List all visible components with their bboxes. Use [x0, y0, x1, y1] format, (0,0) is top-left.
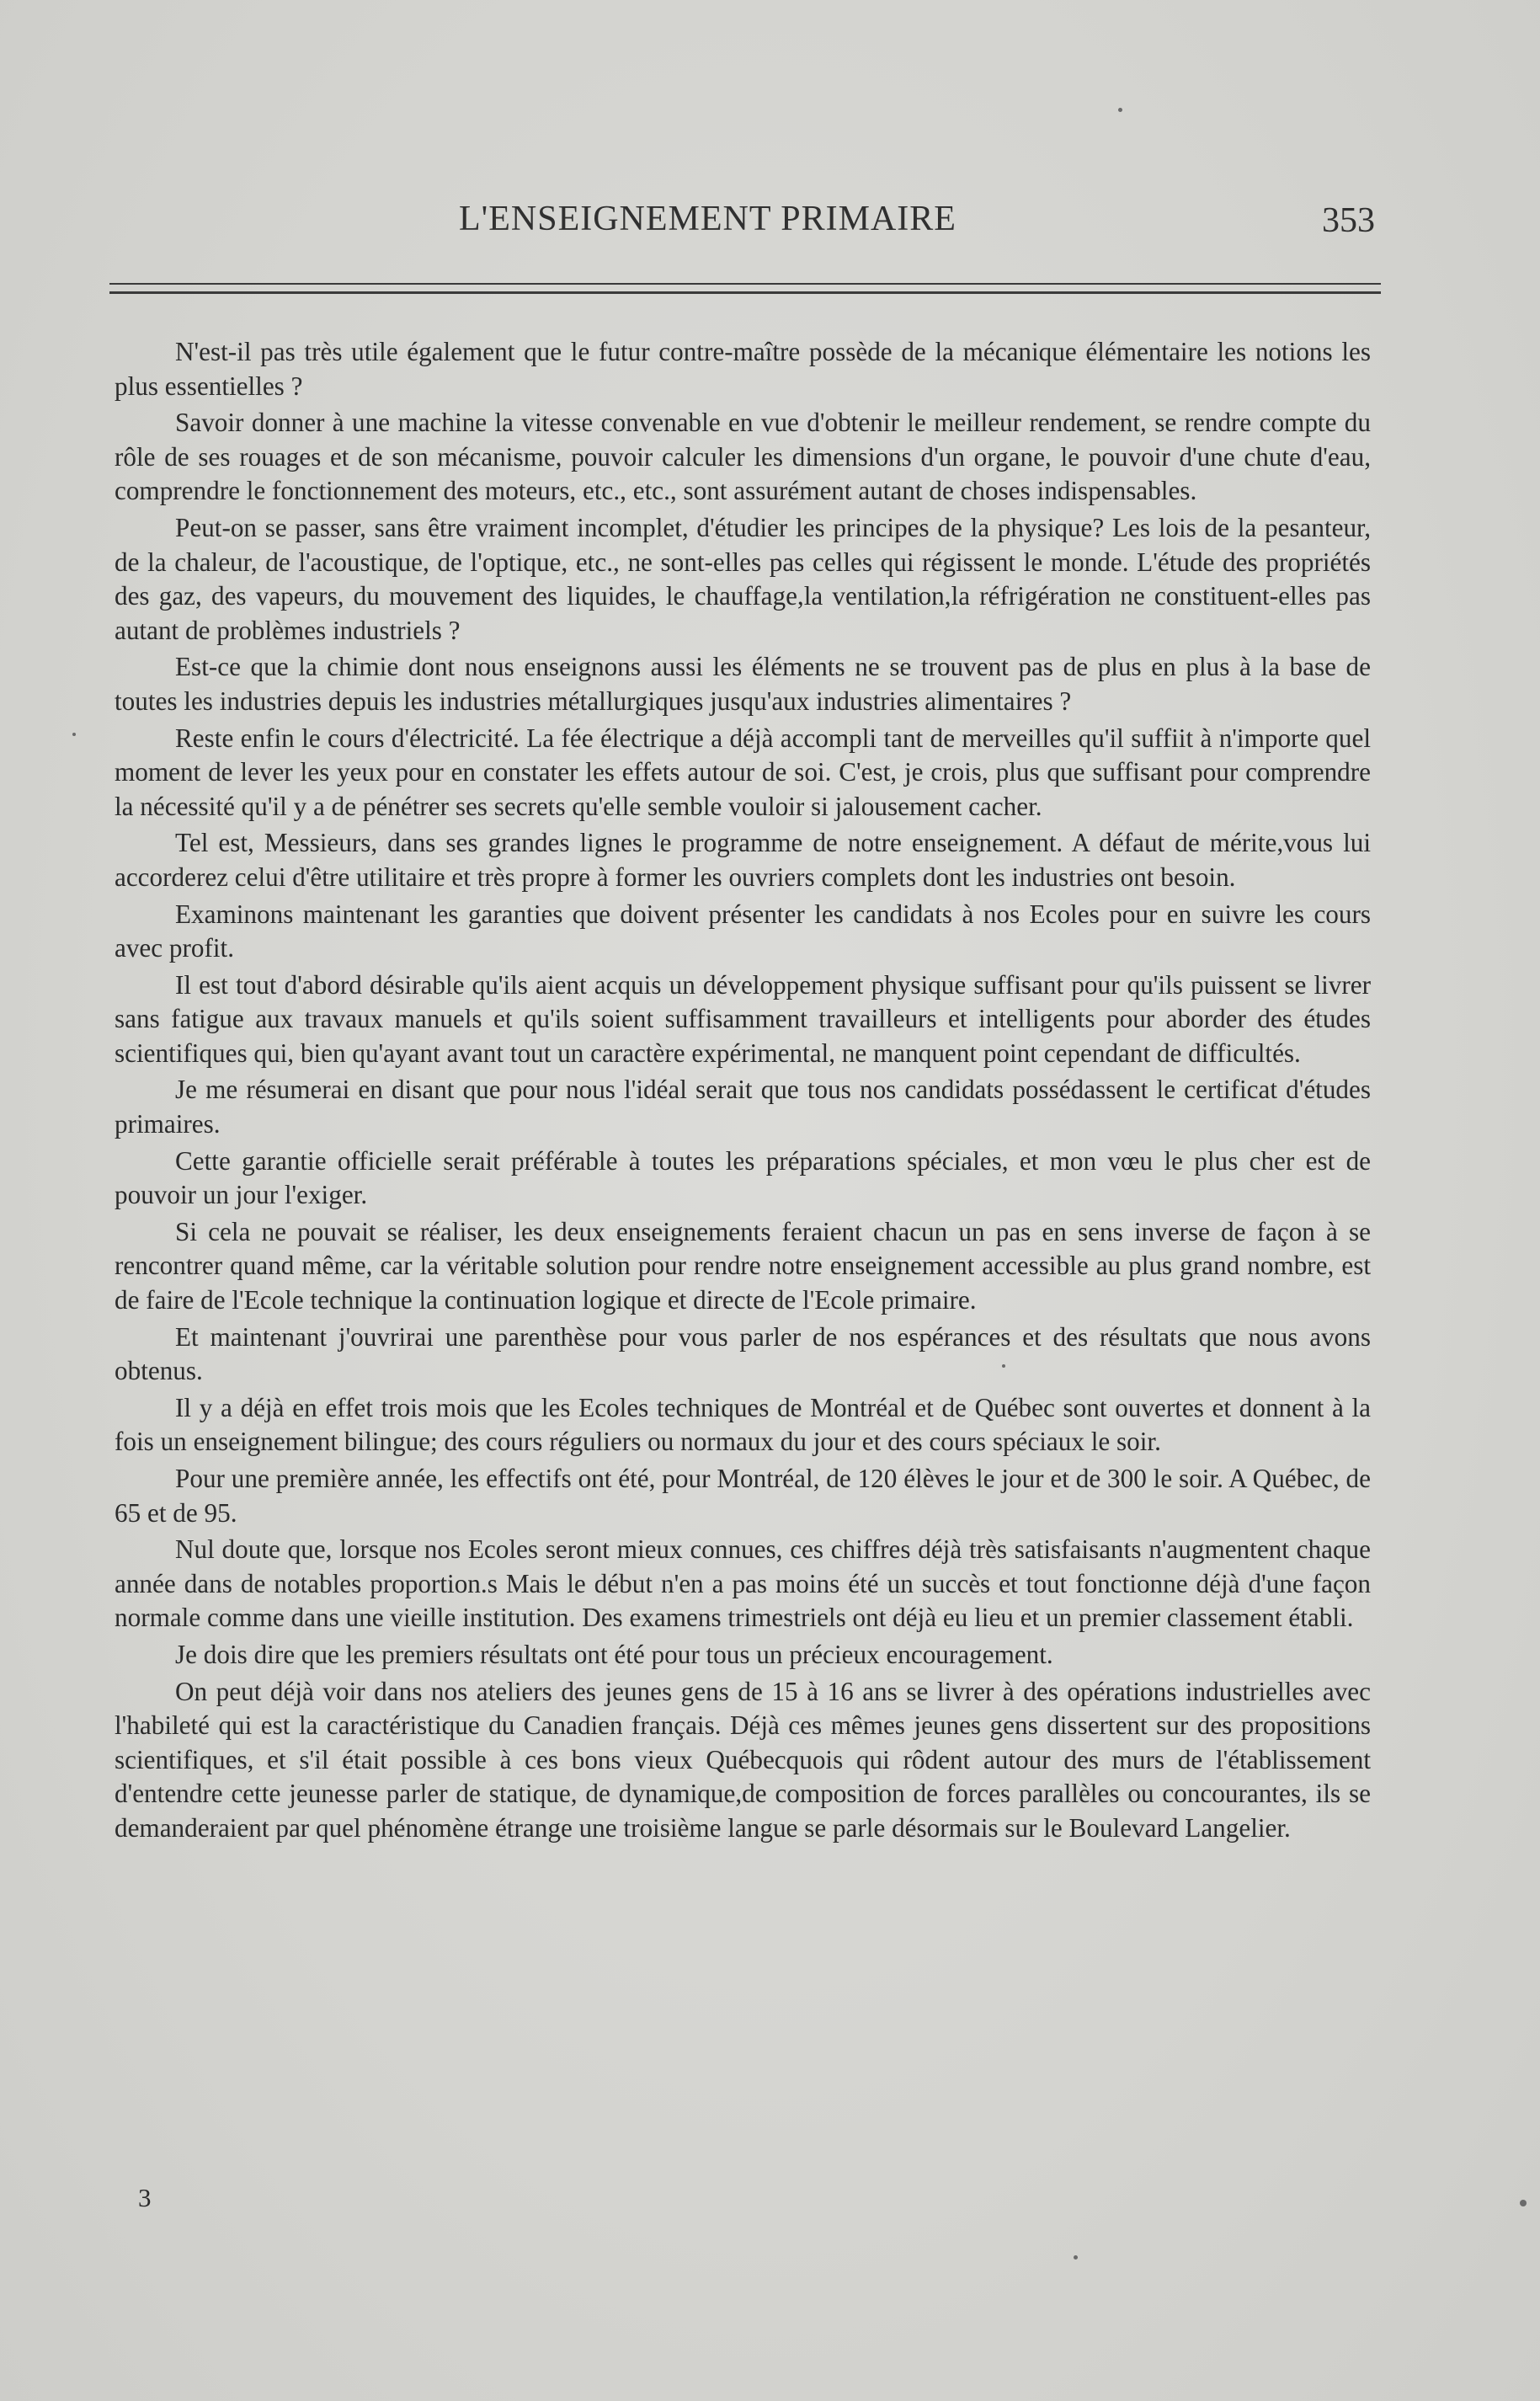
page-number: 353 — [1322, 201, 1375, 240]
paper-speck — [1074, 2255, 1078, 2260]
paragraph: Savoir donner à une machine la vitesse convenable en vue d'obtenir le meilleur rendement, se rendre compte du rôle de ses rouages et de son mécanisme, pouvoir calculer les dimensions d'un organe, le pouvoir d'une chute d'eau, comprendre le fonctionnement des moteurs, etc., etc., sont assurément autant de choses indispensables. — [115, 408, 1371, 506]
paragraph: Il y a déjà en effet trois mois que les Ecoles techniques de Montréal et de Québec sont ouvertes et donnent à la fois un enseignement bilingue; des cours réguliers ou normaux du jour et des cours spéciaux le soir. — [115, 1392, 1371, 1457]
paper-speck — [1002, 1364, 1005, 1368]
paper-speck — [1118, 108, 1122, 112]
running-title: L'ENSEIGNEMENT PRIMAIRE — [459, 200, 957, 238]
paragraph: Je me résumerai en disant que pour nous l'idéal serait que tous nos candidats possédassent le certificat d'études primaires. — [115, 1075, 1371, 1139]
paragraph: N'est-il pas très utile également que le futur contre-maître possède de la mécanique élémentaire les notions les plus essentielles ? — [115, 337, 1371, 401]
signature-mark: 3 — [138, 2183, 152, 2212]
paragraph: On peut déjà voir dans nos ateliers des jeunes gens de 15 à 16 ans se livrer à des opérations industrielles avec l'habileté qui est la caractéristique du Canadien français. Déjà ces mêmes jeunes gens dissertent sur des propositions scientifiques, et s'il était possible à ces bons vieux Québecquois qui rôdent autour des murs de l'établissement d'entendre cette jeunesse parler de statique, de dynamique,de composition de forces parallèles ou concourantes, ils se demanderaient par quel phénomène étrange une troisième langue se parle désormais sur le Boulevard Langelier. — [115, 1676, 1371, 1843]
paragraph: Nul doute que, lorsque nos Ecoles seront mieux connues, ces chiffres déjà très satisfaisants n'augmentent chaque année dans de notables proportion.s Mais le début n'en a pas moins été un succès et tout fonctionne déjà d'une façon normale comme dans une vieille institution. Des examens trimestriels ont déjà eu lieu et un premier classement établi. — [115, 1534, 1371, 1633]
paragraph: Peut-on se passer, sans être vraiment incomplet, d'étudier les principes de la physique? Les lois de la pesanteur, de la chaleur, de l'acoustique, de l'optique, etc., ne sont-elles pas celles qui régissent le monde. L'étude des propriétés des gaz, des vapeurs, du mouvement des liquides, le chauffage,la ventilation,la réfrigération ne constituent-elles pas autant de problèmes industriels ? — [115, 512, 1371, 645]
paragraph: Cette garantie officielle serait préférable à toutes les préparations spéciales, et mon vœu le plus cher est de pouvoir un jour l'exiger. — [115, 1145, 1371, 1210]
paragraph: Tel est, Messieurs, dans ses grandes lignes le programme de notre enseignement. A défaut de mérite,vous lui accorderez celui d'être utilitaire et très propre à former les ouvriers complets dont les industries ont besoin. — [115, 828, 1371, 892]
header-rule-thin — [109, 283, 1381, 285]
paper-speck — [1520, 2200, 1527, 2206]
paragraph: Et maintenant j'ouvrirai une parenthèse pour vous parler de nos espérances et des résultats que nous avons obtenus. — [115, 1321, 1371, 1386]
paragraph: Si cela ne pouvait se réaliser, les deux enseignements feraient chacun un pas en sens inverse de façon à se rencontrer quand même, car la véritable solution pour rendre notre enseignement accessible au plus grand nombre, est de faire de l'Ecole technique la continuation logique et directe de l'Ecole primaire. — [115, 1216, 1371, 1315]
paragraph: Reste enfin le cours d'électricité. La fée électrique a déjà accompli tant de merveilles qu'il suffiit à n'importe quel moment de lever les yeux pour en constater les effets autour de soi. C'est, je crois, plus que suffisant pour comprendre la nécessité qu'il y a de pénétrer ses secrets qu'elle semble vouloir si jalousement cacher. — [115, 723, 1371, 821]
paragraph: Examinons maintenant les garanties que doivent présenter les candidats à nos Ecoles pour en suivre les cours avec profit. — [115, 899, 1371, 963]
paragraph: Est-ce que la chimie dont nous enseignons aussi les éléments ne se trouvent pas de plus en plus à la base de toutes les industries depuis les industries métallurgiques jusqu'aux industries alimentaires ? — [115, 652, 1371, 716]
header-rule-thick — [109, 291, 1381, 294]
paper-speck — [72, 733, 76, 736]
body-text — [115, 335, 1371, 1849]
paragraph: Je dois dire que les premiers résultats ont été pour tous un précieux encouragement. — [175, 1639, 1053, 1669]
paragraph: Il est tout d'abord désirable qu'ils aient acquis un développement physique suffisant pour qu'ils puissent se livrer sans fatigue aux travaux manuels et qu'ils soient suffisamment travailleurs et intelligents pour aborder des études scientifiques qui, bien qu'ayant avant tout un caractère expérimental, ne manquent point cependant de difficultés. — [115, 969, 1371, 1068]
paragraph: Pour une première année, les effectifs ont été, pour Montréal, de 120 élèves le jour et de 300 le soir. A Québec, de 65 et de 95. — [115, 1464, 1371, 1528]
running-header — [0, 199, 1540, 249]
